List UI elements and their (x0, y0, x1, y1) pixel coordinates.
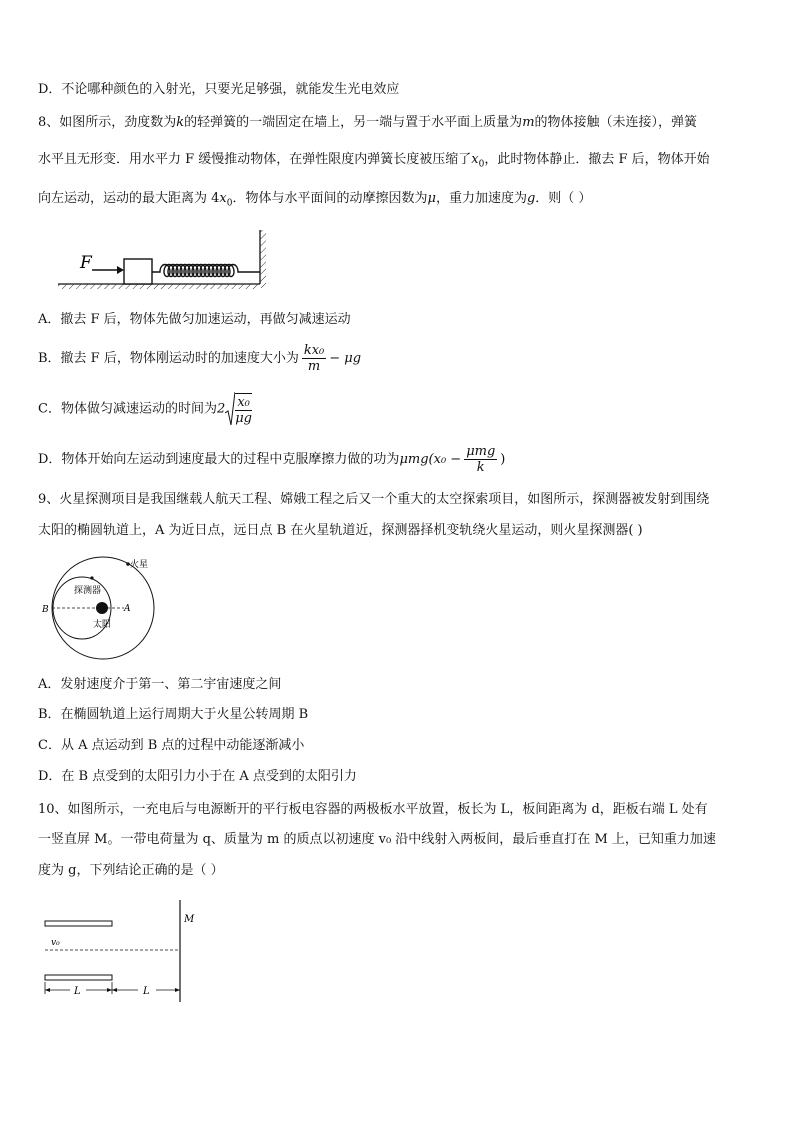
q9-stem-line-2: 太阳的椭圆轨道上，A 为近日点，远日点 B 在火星轨道近，探测器择机变轨绕火星运动，则火星探测器( ) (38, 523, 643, 538)
sun-label: 太阳 (93, 620, 112, 630)
q8-option-c: C．物体做匀减速运动的时间为2 $\frac{\text{x₀}}{\mu g}$ (38, 389, 255, 430)
q9-orbit-figure (40, 556, 170, 662)
upper-plate (45, 921, 112, 926)
q10-stem-line-2: 一竖直屏 M。一带电荷量为 q、质量为 m 的质点以初速度 v₀ 沿中线射入两板间，最后垂直打在 M 上，已知重力加速 (38, 832, 716, 847)
v0-label: v₀ (51, 938, 60, 948)
q9-option-d: D．在 B 点受到的太阳引力小于在 A 点受到的太阳引力 (38, 769, 357, 784)
q8-stem-line-2: 水平且无形变．用水平力 F 缓慢推动物体，在弹性限度内弹簧长度被压缩了$x_0$，此时物体静止．撤去 F 后，物体开始 (38, 152, 710, 170)
q8-option-d: D．物体开始向左运动到速度最大的过程中克服摩擦力做的功为μmg(x₀ − $\frac{\text{μmg}}{k}$ ) (38, 444, 506, 475)
q8-stem-line-3: 向左运动，运动的最大距离为 $4x_0$．物体与水平面间的动摩擦因数为μ，重力加速度为g．则（ ） (38, 191, 592, 209)
q8-option-b-fraction: $\frac{\text{kx₀}}{m}$ (303, 343, 325, 374)
q8-stem-line-1: 8、如图所示，劲度数为k的轻弹簧的一端固定在墙上，另一端与置于水平面上质量为m的物体接触（未连接），弹簧 (38, 115, 698, 130)
probe-label: 探测器 (74, 586, 102, 596)
point-b-label: B (42, 605, 49, 615)
screen-label: M (184, 914, 195, 925)
q8-option-a: A．撤去 F 后，物体先做匀加速运动，再做匀减速运动 (38, 312, 351, 327)
q10-stem-line-1: 10、如图所示，一充电后与电源断开的平行板电容器的两极板水平放置，板长为 L，板间距离为 d，距板右端 L 处有 (38, 802, 708, 817)
probe-dot (90, 576, 93, 579)
q8-force-label: F (80, 253, 92, 273)
length-label-1: L (74, 986, 81, 997)
q9-option-a: A．发射速度介于第一、第二宇宙速度之间 (38, 677, 282, 692)
length-label-2: L (143, 986, 150, 997)
q7-option-d: D．不论哪种颜色的入射光，只要光足够强，就能发生光电效应 (38, 82, 400, 97)
point-a-label: A (124, 604, 131, 614)
lower-plate (45, 975, 112, 980)
mars-label: 火星 (130, 560, 149, 570)
q9-option-c: C．从 A 点运动到 B 点的过程中动能逐渐减小 (38, 738, 305, 753)
sun (96, 602, 108, 614)
q8-option-b: B．撤去 F 后，物体刚运动时的加速度大小为 $\frac{\text{kx₀}}{m}$ − μg (38, 343, 362, 374)
sqrt-symbol (225, 389, 235, 429)
q8-spring-figure (54, 226, 270, 292)
q8-spring (152, 265, 260, 277)
q9-stem-line-1: 9、火星探测项目是我国继载人航天工程、嫦娥工程之后又一个重大的太空探索项目，如图所示，探测器被发射到围绕 (38, 492, 710, 507)
var-m: m (522, 115, 535, 130)
var-k: k (176, 115, 185, 130)
q9-option-b: B．在椭圆轨道上运行周期大于火星公转周期 B (38, 707, 309, 722)
q8-block (124, 259, 152, 284)
q10-stem-line-3: 度为 g，下列结论正确的是（ ） (38, 863, 224, 878)
q10-capacitor-figure (40, 898, 200, 1004)
